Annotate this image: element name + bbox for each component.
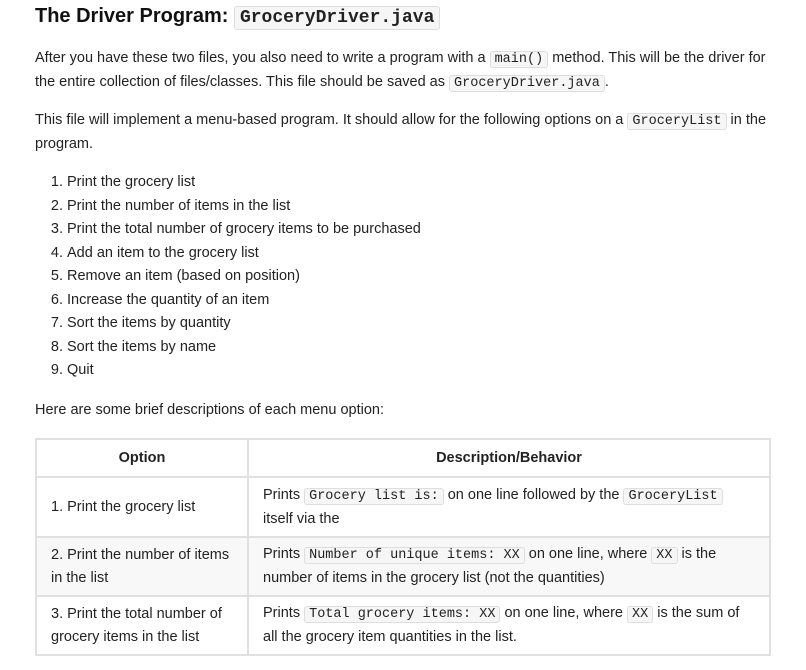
option-cell: 3. Print the total number of grocery items in the list (36, 596, 248, 655)
option-cell: 2. Print the number of items in the list (36, 537, 248, 596)
menu-option-item: 5. Remove an item (based on position) (67, 265, 421, 289)
description-cell (248, 477, 770, 537)
description-text: Prints (263, 486, 305, 503)
section-heading (35, 5, 440, 28)
menu-option-item: 7. Sort the items by quantity (67, 312, 421, 336)
description-code: XX (651, 547, 677, 564)
menu-option-item: 4. Add an item to the grocery list (67, 242, 421, 266)
table-row (36, 596, 770, 655)
descriptions-intro: Here are some brief descriptions of each menu option: (35, 402, 384, 418)
description-code: GroceryList (623, 488, 722, 505)
menu-intro-text-2: in the program. (35, 112, 767, 152)
description-text: is the sum of all the grocery item quantities in the list. (263, 605, 740, 645)
driver-filename-code: GroceryDriver.java (449, 75, 605, 92)
menu-options-list (35, 171, 421, 383)
description-text: Prints (263, 605, 305, 621)
heading-text: The Driver Program: (35, 5, 234, 27)
menu-option-item: 8. Sort the items by name (67, 336, 421, 360)
table-header-row (36, 439, 770, 477)
option-cell: 1. Print the grocery list (36, 477, 248, 537)
heading-filename-code: GroceryDriver.java (234, 6, 440, 30)
description-code: Grocery list is: (304, 488, 444, 505)
menu-option-item: 9. Quit (67, 359, 421, 383)
intro-text-2: method. This will be the driver for the entire collection of files/classes. This file should be saved as (35, 50, 766, 90)
description-text: on one line, where (524, 546, 652, 562)
description-text: is the number of items in the grocery list (not the quantities) (263, 546, 717, 586)
intro-text-1: After you have these two files, you also need to write a program with a (35, 50, 490, 66)
description-text: itself via the (263, 510, 340, 527)
header-option: Option (36, 439, 248, 477)
description-code: Total grocery items: XX (304, 606, 500, 623)
header-description: Description/Behavior (248, 439, 770, 477)
description-text: Prints (263, 546, 305, 562)
description-code: Number of unique items: XX (304, 547, 525, 564)
menu-intro-paragraph (35, 109, 775, 156)
description-text: on one line, where (500, 605, 627, 621)
menu-option-item: 3. Print the total number of grocery items to be purchased (67, 218, 421, 242)
description-cell (248, 596, 770, 655)
menu-option-item: 6. Increase the quantity of an item (67, 289, 421, 313)
description-cell (248, 537, 770, 596)
main-method-code: main() (490, 51, 549, 68)
description-code: XX (627, 606, 653, 623)
description-text: on one line followed by the (443, 486, 624, 503)
intro-paragraph (35, 47, 775, 95)
menu-option-item: 2. Print the number of items in the list (67, 195, 421, 219)
table-row (36, 477, 770, 537)
menu-intro-text-1: This file will implement a menu-based program. It should allow for the following options on a (35, 112, 628, 128)
menu-option-item: 1. Print the grocery list (67, 171, 421, 195)
intro-text-3: . (604, 74, 609, 90)
menu-descriptions-table (35, 438, 771, 656)
grocerylist-code: GroceryList (627, 113, 726, 130)
table-row (36, 537, 770, 596)
